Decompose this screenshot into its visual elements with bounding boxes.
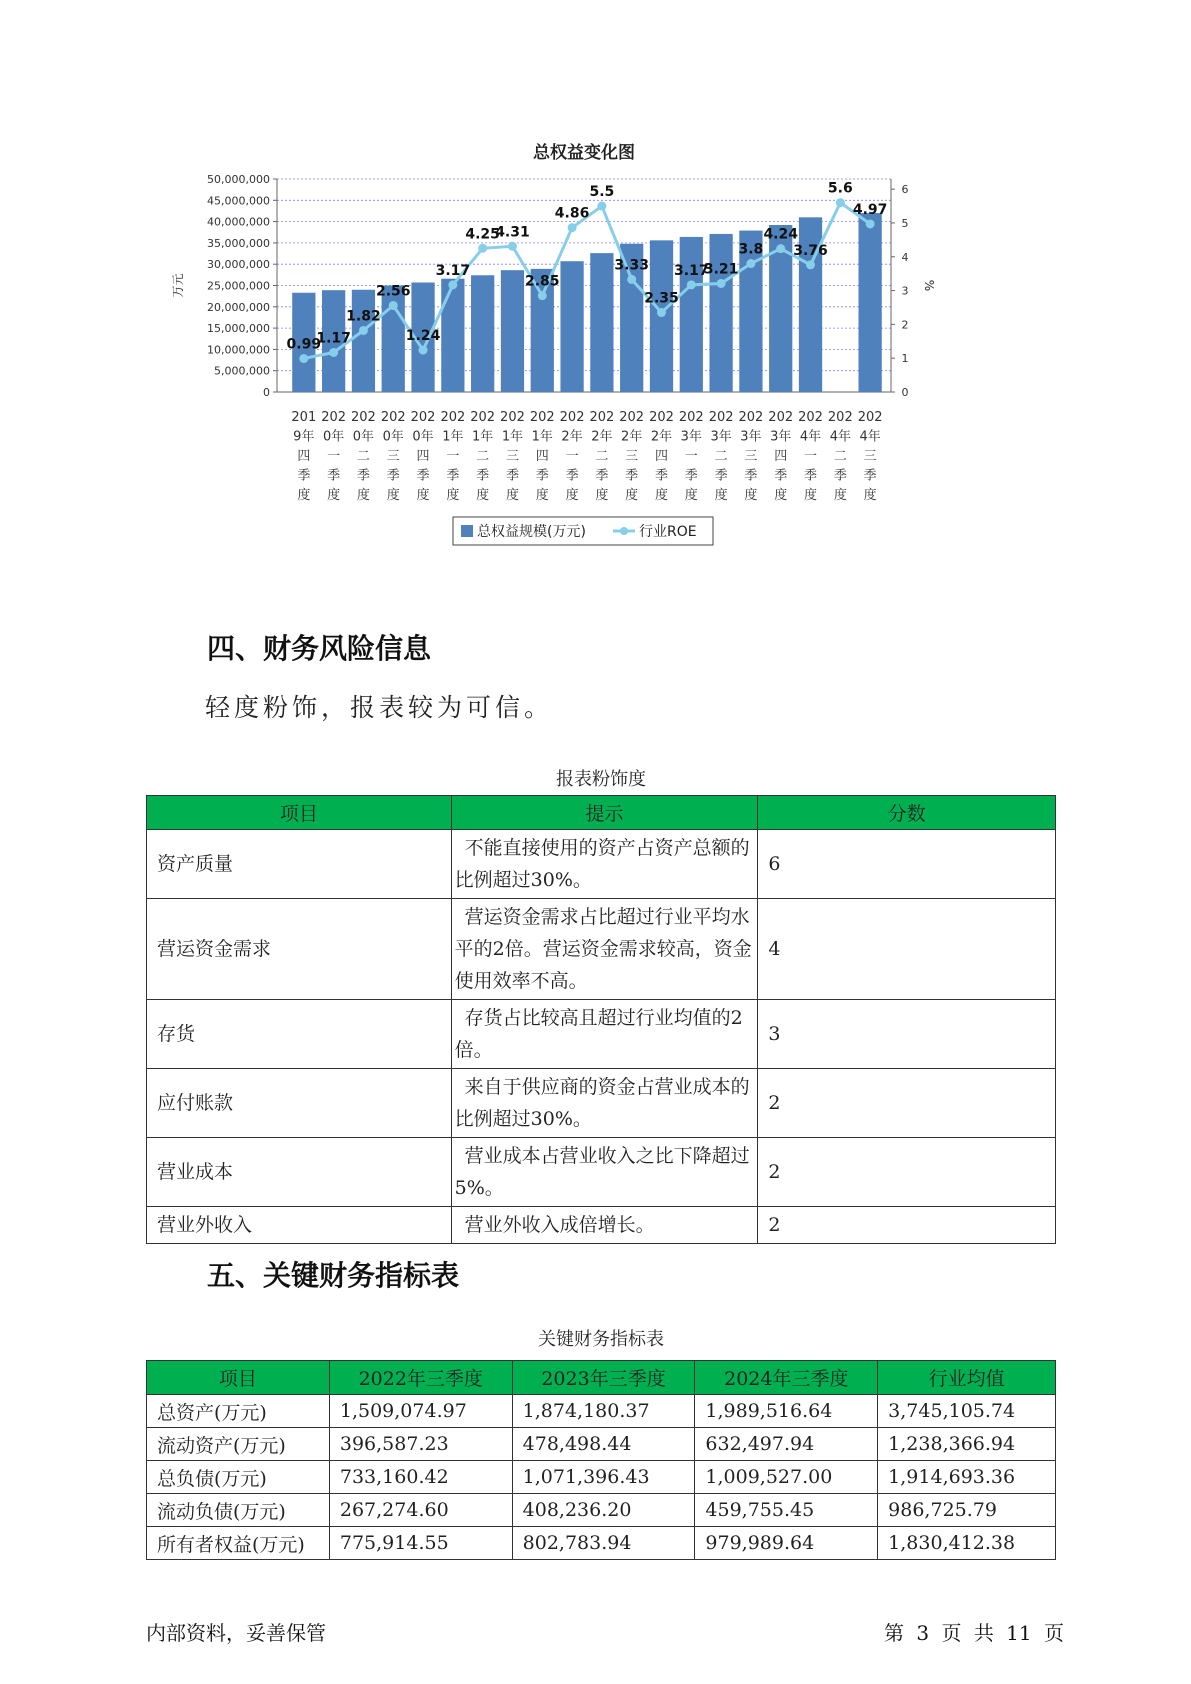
kpi-cell-2024q3: 459,755.45 — [695, 1494, 878, 1527]
x-category-label: 202 — [708, 410, 734, 425]
y-tick-label: 30,000,000 — [207, 258, 270, 272]
legend-bar-label: 总权益规模(万元) — [477, 524, 586, 540]
kpi-header-2022q3: 2022年三季度 — [329, 1361, 512, 1395]
section-heading-financial-risk: 四、财务风险信息 — [207, 632, 432, 665]
kpi-cell-2024q3: 979,989.64 — [695, 1527, 878, 1560]
kpi-cell-industry-avg: 1,238,366.94 — [878, 1428, 1056, 1461]
risk-cell-hint: 存货占比较高且超过行业均值的2倍。 — [451, 1000, 758, 1069]
x-category-label: 202 — [738, 410, 764, 425]
x-category-label: 二 — [595, 449, 609, 464]
x-category-label: 季 — [476, 468, 490, 484]
roe-data-label: 2.85 — [524, 273, 560, 290]
x-category-label: 度 — [774, 488, 788, 503]
x-category-label: 9年 — [293, 429, 315, 445]
y2-tick-label: 6 — [901, 183, 909, 197]
y-tick-label: 25,000,000 — [207, 279, 270, 293]
y2-axis-label: % — [922, 279, 936, 292]
roe-point — [299, 354, 308, 363]
kpi-table-header-row — [147, 1361, 1056, 1395]
roe-data-label: 3.76 — [793, 242, 828, 259]
x-category-label: 1年 — [442, 429, 464, 445]
x-category-label: 度 — [386, 488, 400, 503]
kpi-cell-2022q3: 775,914.55 — [329, 1527, 512, 1560]
y2-tick-label: 1 — [901, 352, 909, 366]
x-category-label: 度 — [684, 488, 698, 503]
x-category-label: 度 — [744, 488, 758, 503]
risk-cell-hint: 营业外收入成倍增长。 — [451, 1207, 758, 1244]
kpi-cell-industry-avg: 986,725.79 — [878, 1494, 1056, 1527]
y-tick-label: 40,000,000 — [207, 215, 270, 229]
roe-data-label: 2.35 — [644, 290, 679, 307]
x-category-label: 四 — [297, 449, 311, 464]
equity-bar — [501, 270, 524, 392]
equity-bar — [859, 213, 882, 392]
equity-bar — [590, 253, 613, 392]
x-category-label: 2年 — [650, 429, 673, 445]
x-category-label: 0年 — [412, 429, 434, 445]
x-category-label: 季 — [297, 468, 311, 484]
x-category-label: 201 — [291, 410, 317, 425]
roe-data-label: 3.17 — [435, 262, 471, 279]
x-category-label: 202 — [470, 410, 496, 425]
x-category-label: 四 — [416, 449, 430, 464]
x-category-label: 202 — [529, 410, 555, 425]
equity-bar — [560, 261, 583, 392]
kpi-header-industry-avg: 行业均值 — [878, 1361, 1056, 1395]
x-category-label: 202 — [589, 410, 615, 425]
x-category-label: 季 — [505, 468, 519, 484]
roe-data-label: 1.24 — [405, 328, 441, 345]
y2-tick-label: 4 — [901, 250, 909, 264]
legend-line-label: 行业ROE — [639, 524, 697, 540]
risk-cell-score: 6 — [758, 830, 1056, 899]
risk-cell-score: 2 — [758, 1138, 1056, 1207]
kpi-cell-2023q3: 1,071,396.43 — [512, 1461, 695, 1494]
equity-bar — [352, 290, 375, 392]
risk-cell-hint: 来自于供应商的资金占营业成本的比例超过30%。 — [451, 1069, 758, 1138]
x-category-label: 四 — [774, 449, 788, 464]
equity-chart — [160, 135, 1060, 605]
roe-data-label: 2.56 — [375, 283, 411, 300]
risk-cell-item: 营运资金需求 — [147, 899, 452, 1000]
x-category-label: 度 — [505, 488, 519, 503]
x-category-label: 1年 — [531, 429, 553, 445]
x-category-label: 度 — [804, 488, 818, 503]
y2-tick-label: 3 — [901, 284, 909, 298]
kpi-cell-2023q3: 478,498.44 — [512, 1428, 695, 1461]
kpi-cell-item: 总资产(万元) — [147, 1395, 330, 1428]
roe-data-label: 0.99 — [286, 336, 322, 353]
y-tick-label: 45,000,000 — [207, 194, 270, 208]
x-category-label: 202 — [440, 410, 466, 425]
x-category-label: 三 — [505, 449, 519, 464]
x-category-label: 一 — [327, 449, 341, 464]
roe-point — [806, 260, 815, 269]
x-category-label: 202 — [410, 410, 436, 425]
x-category-label: 季 — [654, 468, 669, 484]
risk-table-row — [147, 1138, 1056, 1207]
x-category-label: 0年 — [352, 429, 375, 445]
risk-table-body — [147, 830, 1056, 1244]
x-category-label: 4年 — [859, 429, 881, 445]
kpi-cell-2023q3: 802,783.94 — [512, 1527, 695, 1560]
kpi-cell-2024q3: 1,989,516.64 — [695, 1395, 878, 1428]
x-category-label: 2年 — [621, 429, 643, 445]
risk-table-row — [147, 1000, 1056, 1069]
risk-header-score: 分数 — [758, 796, 1056, 830]
x-category-label: 一 — [565, 449, 579, 464]
kpi-table — [146, 1360, 1056, 1560]
roe-point — [359, 326, 368, 335]
risk-summary: 轻度粉饰，报表较为可信。 — [205, 693, 554, 722]
risk-cell-item: 应付账款 — [147, 1069, 452, 1138]
x-category-label: 季 — [684, 468, 698, 484]
roe-point — [746, 259, 755, 268]
roe-point — [508, 242, 517, 251]
kpi-cell-2023q3: 408,236.20 — [512, 1494, 695, 1527]
risk-header-hint: 提示 — [451, 796, 758, 830]
x-category-label: 202 — [619, 410, 645, 425]
x-category-label: 季 — [327, 468, 341, 484]
x-category-label: 202 — [678, 410, 704, 425]
roe-point — [568, 223, 577, 232]
risk-cell-score: 4 — [758, 899, 1056, 1000]
equity-bar — [709, 234, 732, 392]
x-category-label: 2年 — [561, 429, 583, 445]
roe-data-label: 3.17 — [674, 262, 709, 279]
kpi-cell-2022q3: 1,509,074.97 — [329, 1395, 512, 1428]
x-category-label: 季 — [356, 468, 370, 484]
y-tick-label: 10,000,000 — [207, 343, 270, 357]
x-category-label: 202 — [321, 410, 347, 425]
legend-line-marker — [620, 527, 628, 535]
kpi-cell-2024q3: 1,009,527.00 — [695, 1461, 878, 1494]
x-category-label: 1年 — [501, 429, 524, 445]
kpi-cell-item: 流动资产(万元) — [147, 1428, 330, 1461]
x-category-label: 季 — [714, 468, 728, 484]
x-category-label: 一 — [684, 449, 698, 464]
x-category-label: 3年 — [740, 429, 762, 445]
footer-confidential: 内部资料，妥善保管 — [146, 1621, 326, 1645]
risk-cell-hint: 营业成本占营业收入之比下降超过5%。 — [451, 1138, 758, 1207]
x-category-label: 度 — [595, 488, 609, 503]
equity-chart-svg — [160, 135, 1060, 605]
kpi-header-2024q3: 2024年三季度 — [695, 1361, 878, 1395]
y2-tick-label: 0 — [901, 386, 909, 399]
roe-data-label: 3.33 — [614, 257, 649, 274]
x-category-label: 季 — [386, 468, 400, 484]
risk-cell-score: 2 — [758, 1207, 1056, 1244]
x-category-label: 三 — [863, 449, 877, 464]
roe-point — [448, 280, 457, 289]
x-category-label: 度 — [625, 488, 639, 503]
x-category-label: 一 — [804, 449, 818, 464]
x-category-label: 季 — [595, 468, 609, 484]
equity-bar — [471, 275, 494, 392]
roe-data-label: 4.24 — [763, 226, 798, 243]
kpi-table-row — [147, 1461, 1056, 1494]
x-category-label: 度 — [416, 488, 430, 503]
risk-cell-hint: 不能直接使用的资产占资产总额的比例超过30%。 — [451, 830, 758, 899]
x-category-label: 3年 — [680, 429, 702, 445]
kpi-cell-2022q3: 396,587.23 — [329, 1428, 512, 1461]
equity-bar — [680, 237, 703, 392]
roe-data-label: 4.31 — [495, 224, 530, 241]
kpi-header-2023q3: 2023年三季度 — [512, 1361, 695, 1395]
y2-tick-label: 2 — [901, 318, 909, 332]
kpi-cell-2024q3: 632,497.94 — [695, 1428, 878, 1461]
x-category-label: 季 — [446, 468, 460, 484]
x-category-label: 度 — [863, 488, 877, 503]
x-category-label: 季 — [625, 468, 639, 484]
kpi-cell-item: 总负债(万元) — [147, 1461, 330, 1494]
x-category-label: 二 — [356, 449, 370, 464]
x-category-label: 0年 — [382, 429, 404, 445]
x-category-label: 度 — [535, 488, 549, 503]
risk-cell-score: 2 — [758, 1069, 1056, 1138]
x-category-label: 202 — [827, 410, 853, 425]
y-tick-label: 0 — [263, 386, 270, 399]
x-category-label: 202 — [649, 410, 674, 425]
x-category-label: 季 — [774, 468, 788, 484]
x-category-label: 季 — [565, 468, 579, 484]
x-category-label: 季 — [833, 468, 847, 484]
y-axis-label: 万元 — [171, 273, 185, 298]
risk-cell-hint: 营运资金需求占比超过行业平均水平的2倍。营运资金需求较高，资金使用效率不高。 — [451, 899, 758, 1000]
x-category-label: 四 — [654, 449, 669, 464]
roe-point — [329, 348, 338, 357]
kpi-cell-industry-avg: 1,914,693.36 — [878, 1461, 1056, 1494]
roe-point — [538, 291, 547, 300]
roe-point — [687, 280, 696, 289]
kpi-cell-2022q3: 267,274.60 — [329, 1494, 512, 1527]
x-category-label: 四 — [535, 449, 549, 464]
kpi-cell-2023q3: 1,874,180.37 — [512, 1395, 695, 1428]
x-category-label: 1年 — [472, 429, 494, 445]
risk-cell-item: 营业外收入 — [147, 1207, 452, 1244]
risk-table-caption: 报表粉饰度 — [556, 769, 646, 790]
x-category-label: 一 — [446, 449, 460, 464]
risk-cell-item: 存货 — [147, 1000, 452, 1069]
roe-point — [627, 275, 636, 284]
x-category-label: 度 — [714, 488, 728, 503]
roe-data-label: 4.25 — [465, 226, 500, 243]
x-category-label: 三 — [744, 449, 758, 464]
x-category-label: 4年 — [829, 429, 851, 445]
roe-data-label: 4.86 — [554, 205, 590, 222]
roe-data-label: 4.97 — [852, 201, 888, 218]
x-category-label: 202 — [351, 410, 376, 425]
x-category-label: 度 — [833, 488, 847, 503]
section-heading-key-indicators: 五、关键财务指标表 — [207, 1259, 460, 1292]
roe-data-label: 3.21 — [703, 261, 739, 278]
x-category-label: 度 — [297, 488, 311, 503]
roe-point — [478, 244, 487, 253]
risk-table-row — [147, 830, 1056, 899]
x-category-label: 度 — [654, 488, 669, 503]
kpi-cell-item: 流动负债(万元) — [147, 1494, 330, 1527]
x-category-label: 202 — [500, 410, 525, 425]
kpi-table-row — [147, 1527, 1056, 1560]
y-tick-label: 35,000,000 — [207, 236, 270, 250]
y-tick-label: 20,000,000 — [207, 300, 270, 314]
x-category-label: 三 — [386, 449, 400, 464]
roe-point — [836, 198, 845, 207]
x-category-label: 202 — [798, 410, 823, 425]
kpi-cell-item: 所有者权益(万元) — [147, 1527, 330, 1560]
x-category-label: 0年 — [322, 429, 345, 445]
roe-data-label: 3.8 — [738, 241, 764, 258]
x-category-label: 季 — [744, 468, 758, 484]
risk-cell-score: 3 — [758, 1000, 1056, 1069]
kpi-table-caption: 关键财务指标表 — [538, 1329, 664, 1350]
x-category-label: 季 — [416, 468, 430, 484]
roe-point — [866, 219, 875, 228]
x-category-label: 3年 — [710, 429, 732, 445]
kpi-cell-industry-avg: 1,830,412.38 — [878, 1527, 1056, 1560]
kpi-cell-industry-avg: 3,745,105.74 — [878, 1395, 1056, 1428]
y-tick-label: 15,000,000 — [207, 322, 270, 336]
x-category-label: 202 — [857, 410, 883, 425]
x-category-label: 2年 — [591, 429, 613, 445]
risk-table — [146, 795, 1056, 1244]
x-category-label: 3年 — [770, 429, 792, 445]
risk-cell-item: 营业成本 — [147, 1138, 452, 1207]
roe-data-label: 1.17 — [316, 330, 351, 347]
x-category-label: 度 — [446, 488, 460, 503]
roe-point — [597, 202, 606, 211]
kpi-table-row — [147, 1428, 1056, 1461]
kpi-table-row — [147, 1395, 1056, 1428]
x-category-label: 季 — [535, 468, 549, 484]
y-tick-label: 5,000,000 — [214, 364, 270, 378]
kpi-table-body — [147, 1395, 1056, 1560]
x-category-label: 二 — [833, 449, 847, 464]
x-category-label: 202 — [380, 410, 406, 425]
risk-table-row — [147, 899, 1056, 1000]
y2-tick-label: 5 — [901, 216, 909, 230]
x-category-label: 4年 — [799, 429, 822, 445]
x-category-label: 度 — [327, 488, 341, 503]
roe-point — [717, 279, 726, 288]
x-category-label: 季 — [804, 468, 818, 484]
risk-table-header-row — [147, 796, 1056, 830]
kpi-table-row — [147, 1494, 1056, 1527]
x-category-label: 度 — [565, 488, 579, 503]
legend-bar-swatch — [461, 525, 473, 537]
x-category-label: 二 — [714, 449, 728, 464]
roe-data-label: 5.5 — [589, 184, 615, 201]
x-category-label: 度 — [476, 488, 490, 503]
x-category-label: 季 — [863, 468, 877, 484]
risk-table-row — [147, 1207, 1056, 1244]
roe-data-label: 1.82 — [346, 308, 381, 325]
x-category-label: 三 — [625, 449, 639, 464]
x-category-label: 202 — [768, 410, 794, 425]
equity-bar — [441, 279, 464, 392]
risk-table-row — [147, 1069, 1056, 1138]
roe-point — [657, 308, 666, 317]
x-category-label: 二 — [476, 449, 490, 464]
kpi-header-item: 项目 — [147, 1361, 330, 1395]
footer-page-number: 第 3 页 共 11 页 — [884, 1621, 1064, 1645]
roe-point — [419, 346, 428, 355]
chart-title: 总权益变化图 — [533, 143, 635, 163]
risk-cell-item: 资产质量 — [147, 830, 452, 899]
x-category-label: 202 — [559, 410, 585, 425]
roe-data-label: 5.6 — [827, 180, 853, 197]
roe-point — [389, 301, 398, 310]
x-category-label: 度 — [356, 488, 370, 503]
kpi-cell-2022q3: 733,160.42 — [329, 1461, 512, 1494]
y-tick-label: 50,000,000 — [207, 173, 270, 186]
risk-header-item: 项目 — [147, 796, 452, 830]
roe-point — [776, 244, 785, 253]
